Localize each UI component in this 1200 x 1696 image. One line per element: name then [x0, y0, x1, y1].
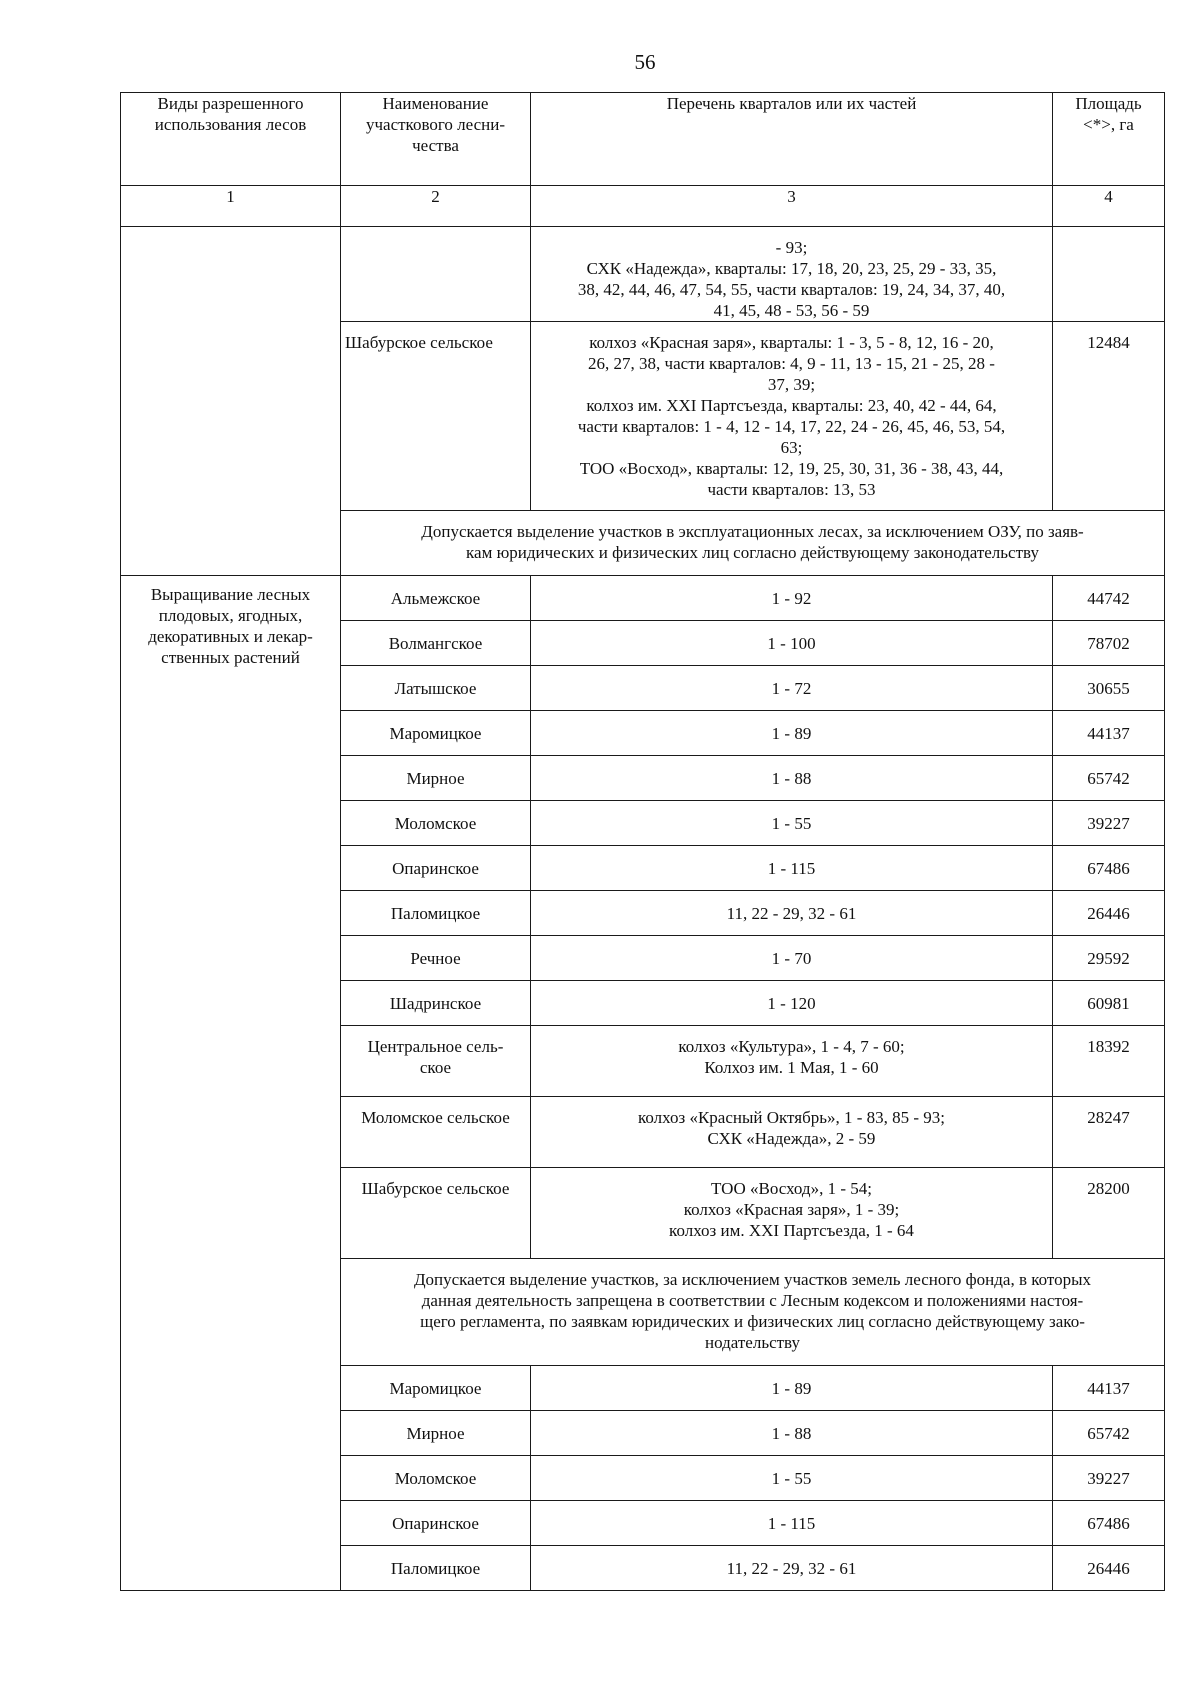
column-number: 3	[531, 186, 1053, 227]
text-line: 37, 39;	[767, 375, 816, 394]
text-line: <*>, га	[1083, 115, 1134, 134]
text-line: нодательству	[705, 1333, 800, 1352]
area-cell	[1053, 227, 1165, 322]
note-cell	[341, 1259, 1165, 1366]
quarters-cell: 1 - 70	[531, 936, 1053, 981]
text-line: Колхоз им. 1 Мая, 1 - 60	[704, 1058, 879, 1077]
text-line: - 93;	[775, 238, 808, 257]
area-cell: 67486	[1053, 846, 1165, 891]
area-cell: 65742	[1053, 1411, 1165, 1456]
header-cell	[341, 93, 531, 186]
quarters-cell	[531, 1026, 1053, 1097]
quarters-cell: 11, 22 - 29, 32 - 61	[531, 1546, 1053, 1591]
forestry-cell: Опаринское	[341, 846, 531, 891]
text-line: СХК «Надежда», кварталы: 17, 18, 20, 23, 25, 29 - 33, 35,	[586, 259, 997, 278]
quarters-cell: 1 - 72	[531, 666, 1053, 711]
forestry-cell: Мирное	[341, 1411, 531, 1456]
quarters-cell: 1 - 88	[531, 1411, 1053, 1456]
quarters-cell: 1 - 115	[531, 846, 1053, 891]
forestry-cell: Латышское	[341, 666, 531, 711]
text-line: Моломское сельское	[361, 1108, 510, 1127]
forestry-cell: Паломицкое	[341, 891, 531, 936]
forestry-cell: Маромицкое	[341, 711, 531, 756]
quarters-cell: 11, 22 - 29, 32 - 61	[531, 891, 1053, 936]
text-line: СХК «Надежда», 2 - 59	[707, 1129, 876, 1148]
quarters-cell	[531, 227, 1053, 322]
forestry-cell: Волмангское	[341, 621, 531, 666]
text-line: части кварталов: 13, 53	[707, 480, 876, 499]
text-line: колхоз «Красная заря», 1 - 39;	[683, 1200, 900, 1219]
text-line: 41, 45, 48 - 53, 56 - 59	[713, 301, 870, 320]
forestry-cell: Речное	[341, 936, 531, 981]
text-line: использования лесов	[154, 115, 307, 134]
text-line: колхоз «Культура», 1 - 4, 7 - 60;	[678, 1037, 905, 1056]
text-line: Допускается выделение участков, за исключением участков земель лесного фонда, в которых	[413, 1270, 1092, 1289]
header-row	[121, 93, 1165, 186]
area-cell: 30655	[1053, 666, 1165, 711]
text-line: 26, 27, 38, части кварталов: 4, 9 - 11, 13 - 15, 21 - 25, 28 -	[588, 354, 995, 373]
forestry-cell	[341, 1168, 531, 1259]
text-line: Центральное сель-	[367, 1037, 504, 1056]
table-row	[121, 227, 1165, 322]
forest-use-table	[120, 92, 1165, 1591]
text-line: щего регламента, по заявкам юридических и физических лиц согласно действующему зако-	[420, 1312, 1085, 1331]
area-cell: 26446	[1053, 1546, 1165, 1591]
text-line: 38, 42, 44, 46, 47, 54, 55, части кварталов: 19, 24, 34, 37, 40,	[577, 280, 1006, 299]
table-body	[121, 93, 1165, 1591]
page-number: 56	[634, 50, 656, 74]
text-line: плодовых, ягодных,	[158, 606, 303, 625]
text-line: Наименование	[382, 94, 489, 113]
quarters-cell: 1 - 89	[531, 1366, 1053, 1411]
forestry-cell: Опаринское	[341, 1501, 531, 1546]
quarters-cell: 1 - 55	[531, 1456, 1053, 1501]
note-cell	[341, 511, 1165, 576]
text-line: части кварталов: 1 - 4, 12 - 14, 17, 22, 24 - 26, 45, 46, 53, 54,	[577, 417, 1006, 436]
text-line: ТОО «Восход», 1 - 54;	[711, 1179, 872, 1198]
text-line: 63;	[780, 438, 803, 457]
header-cell	[121, 93, 341, 186]
area-cell: 60981	[1053, 981, 1165, 1026]
text-line: ское	[419, 1058, 452, 1077]
table-row	[121, 576, 1165, 621]
text-line: Допускается выделение участков в эксплуатационных лесах, за исключением ОЗУ, по заяв-	[421, 522, 1084, 541]
quarters-cell: 1 - 89	[531, 711, 1053, 756]
forestry-cell	[341, 1026, 531, 1097]
column-number-row	[121, 186, 1165, 227]
text-line: Шабурское сельское	[361, 1179, 510, 1198]
area-cell: 44137	[1053, 711, 1165, 756]
area-cell: 18392	[1053, 1026, 1165, 1097]
area-cell: 12484	[1053, 322, 1165, 511]
forestry-cell	[341, 227, 531, 322]
quarters-cell	[531, 1168, 1053, 1259]
forestry-cell	[341, 1097, 531, 1168]
column-number: 1	[121, 186, 341, 227]
forestry-cell: Альмежское	[341, 576, 531, 621]
column-number: 2	[341, 186, 531, 227]
text-line: кам юридических и физических лиц согласно действующему законодательству	[466, 543, 1039, 562]
quarters-cell: 1 - 88	[531, 756, 1053, 801]
column-number: 4	[1053, 186, 1165, 227]
area-cell: 28200	[1053, 1168, 1165, 1259]
area-cell: 26446	[1053, 891, 1165, 936]
forestry-cell: Мирное	[341, 756, 531, 801]
text-line: участкового лесни-	[365, 115, 506, 134]
quarters-cell: 1 - 115	[531, 1501, 1053, 1546]
text-line: Площадь	[1075, 94, 1142, 113]
forestry-cell: Моломское	[341, 1456, 531, 1501]
forestry-cell: Шабурское сельское	[341, 322, 531, 511]
text-line: ТОО «Восход», кварталы: 12, 19, 25, 30, 31, 36 - 38, 43, 44,	[579, 459, 1004, 478]
area-cell: 44137	[1053, 1366, 1165, 1411]
forestry-cell: Маромицкое	[341, 1366, 531, 1411]
quarters-cell: 1 - 55	[531, 801, 1053, 846]
text-line: ственных растений	[161, 648, 300, 667]
text-line: колхоз им. XXI Партсъезда, 1 - 64	[669, 1221, 914, 1240]
area-cell: 44742	[1053, 576, 1165, 621]
text-line: Виды разрешенного	[157, 94, 304, 113]
forestry-cell: Моломское	[341, 801, 531, 846]
area-cell: 39227	[1053, 1456, 1165, 1501]
area-cell: 65742	[1053, 756, 1165, 801]
text-line: колхоз «Красная заря», кварталы: 1 - 3, 5 - 8, 12, 16 - 20,	[589, 333, 994, 352]
forestry-cell: Паломицкое	[341, 1546, 531, 1591]
text-line: Перечень кварталов или их частей	[666, 94, 917, 113]
area-cell: 39227	[1053, 801, 1165, 846]
text-line: колхоз им. XXI Партсъезда, кварталы: 23, 40, 42 - 44, 64,	[586, 396, 997, 415]
use-type-cell	[121, 227, 341, 576]
text-line: Выращивание лесных	[150, 585, 311, 604]
quarters-cell: 1 - 92	[531, 576, 1053, 621]
header-cell	[531, 93, 1053, 186]
text-line: чества	[412, 136, 459, 155]
forestry-cell: Шадринское	[341, 981, 531, 1026]
area-cell: 28247	[1053, 1097, 1165, 1168]
quarters-cell: 1 - 100	[531, 621, 1053, 666]
quarters-cell: 1 - 120	[531, 981, 1053, 1026]
quarters-cell	[531, 1097, 1053, 1168]
text-line: колхоз «Красный Октябрь», 1 - 83, 85 - 93;	[637, 1108, 946, 1127]
use-type-cell	[121, 576, 341, 1591]
area-cell: 78702	[1053, 621, 1165, 666]
text-line: декоративных и лекар-	[148, 627, 313, 646]
quarters-cell	[531, 322, 1053, 511]
area-cell: 67486	[1053, 1501, 1165, 1546]
header-cell	[1053, 93, 1165, 186]
area-cell: 29592	[1053, 936, 1165, 981]
text-line: данная деятельность запрещена в соответствии с Лесным кодексом и положениями настоя-	[421, 1291, 1084, 1310]
